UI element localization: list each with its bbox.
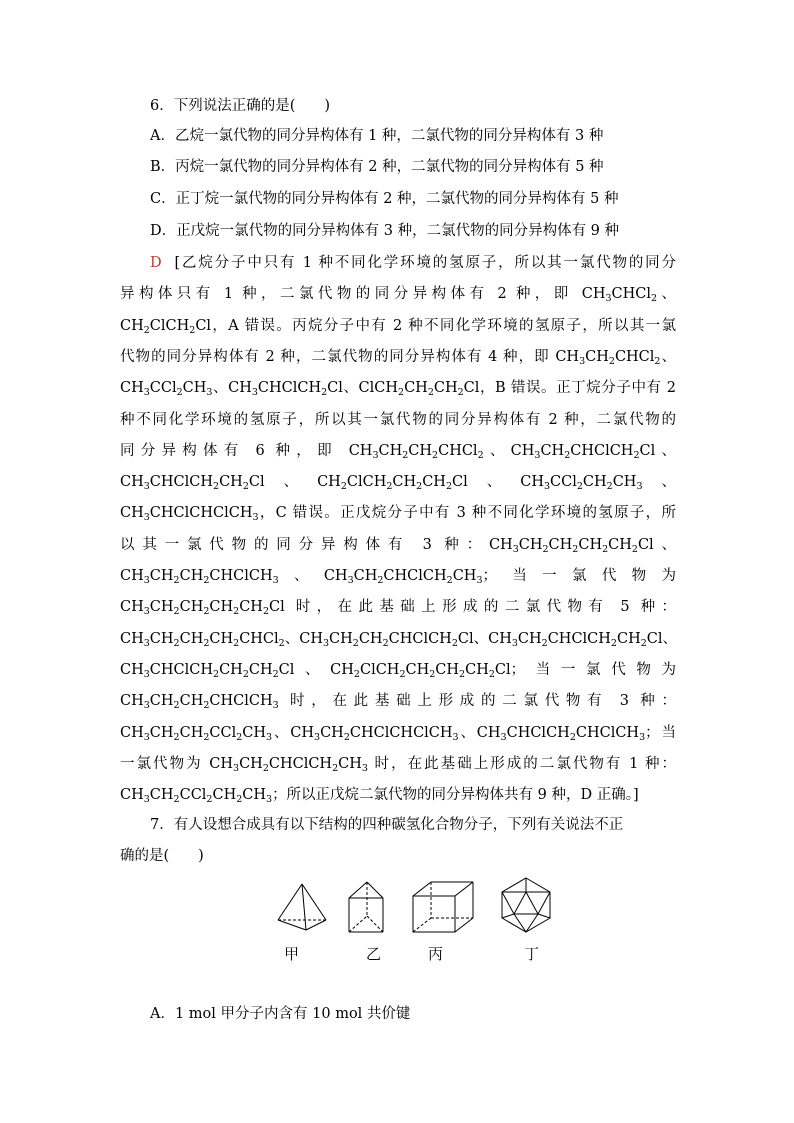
icosahedron-figure [502, 878, 550, 932]
explanation-line: $CH_3CH_2CH_2CH_2CH_2Cl$ 时，在此基础上形成的二氯代物有 5 种： [120, 599, 676, 618]
figure-label-jia: 甲 [284, 945, 300, 963]
question-7-stem-line-1: 7．有人设想合成具有以下结构的四种碳氢化合物分子，下列有关说法不正 [150, 817, 624, 833]
answer-letter: D [150, 255, 162, 271]
explanation-line: 种不同化学环境的氢原子，所以其一氯代物的同分异构体有 2 种，二氯代物的 [120, 411, 676, 428]
explanation-line: $CH_2ClCH_2Cl$，A 错误。丙烷分子中有 2 种不同化学环境的氢原子，所以其一氯 [120, 317, 676, 336]
explanation-line: $CH_3CH_2CH_2CHClCH_3$ 时，在此基础上形成的二氯代物有 3 种： [120, 693, 676, 712]
question-6-option-c: C．正丁烷一氯代物的同分异构体有 2 种，二氯代物的同分异构体有 5 种 [150, 191, 619, 207]
question-6-stem: 6．下列说法正确的是( ) [150, 98, 331, 114]
question-7-stem-line-2: 确的是( ) [120, 848, 204, 864]
explanation-line: D [乙烷分子中只有 1 种不同化学环境的氢原子，所以其一氯代物的同分 [150, 255, 676, 271]
figure-label-yi: 乙 [366, 945, 382, 963]
question-6-option-a: A．乙烷一氯代物的同分异构体有 1 种，二氯代物的同分异构体有 3 种 [150, 128, 604, 144]
question-6-option-d: D．正戊烷一氯代物的同分异构体有 3 种，二氯代物的同分异构体有 9 种 [150, 223, 620, 239]
explanation-line: $CH_3CCl_2CH_3$、$CH_3CHClCH_2Cl$、$ClCH_2CH_2CH_2Cl$，B 错误。正丁烷分子中有 2 [120, 380, 676, 399]
explanation-line: $CH_3CH_2CH_2CHClCH_3$、$CH_3CH_2CHClCH_2CH_3$；当一氯代物为 [120, 568, 676, 586]
explanation-line: $CH_3CHClCH_2CH_2CH_2Cl$、$CH_2ClCH_2CH_2CH_2CH_2Cl$；当一氯代物为 [120, 661, 676, 680]
cube-figure [413, 882, 473, 932]
explanation-line: 代物的同分异构体有 2 种，二氯代物的同分异构体有 4 种，即 $CH_3CH_2CHCl_2$、 [120, 348, 677, 367]
explanation-line: 以其一氯代物的同分异构体有 3 种：$CH_3CH_2CH_2CH_2CH_2Cl$、 [120, 536, 676, 555]
explanation-line: 一氯代物为 $CH_3CH_2CHClCH_2CH_3$ 时，在此基础上形成的二氯代物有 1 种： [120, 755, 676, 774]
prism-figure [349, 882, 383, 932]
question-7-option-a: A．1 mol 甲分子内含有 10 mol 共价键 [150, 1006, 411, 1022]
explanation-line: $CH_3CH_2CCl_2CH_2CH_3$；所以正戊烷二氯代物的同分异构体共有 9 种，D 正确。] [120, 787, 639, 806]
explanation-line: $CH_3CH_2CH_2CH_2CHCl_2$、$CH_3CH_2CH_2CHClCH_2Cl$、$CH_3CH_2CHClCH_2CH_2Cl$、 [120, 630, 677, 649]
question-6-option-b: B．丙烷一氯代物的同分异构体有 2 种，二氯代物的同分异构体有 5 种 [150, 159, 604, 175]
explanation-line: 同分异构体有 6 种，即 $CH_3CH_2CH_2CHCl_2$、$CH_3CH_2CHClCH_2Cl$、 [120, 442, 676, 461]
tetrahedron-figure [278, 884, 326, 930]
explanation-line: $CH_3CH_2CH_2CCl_2CH_3$、$CH_3CH_2CHClCHClCH_3$、$CH_3CHClCH_2CHClCH_3$；当 [120, 724, 676, 743]
explanation-line: $CH_3CHClCH_2CH_2Cl$、$CH_2ClCH_2CH_2CH_2Cl$、$CH_3CCl_2CH_2CH_3$、 [120, 474, 676, 493]
figure-label-ding: 丁 [524, 945, 540, 963]
explanation-line: 异构体只有 1 种，二氯代物的同分异构体有 2 种，即 $CH_3CHCl_2$、 [120, 286, 677, 305]
figure-label-bing: 丙 [428, 945, 444, 963]
explanation-line: $CH_3CHClCHClCH_3$，C 错误。正戊烷分子中有 3 种不同化学环境的氢原子，所 [120, 505, 676, 524]
